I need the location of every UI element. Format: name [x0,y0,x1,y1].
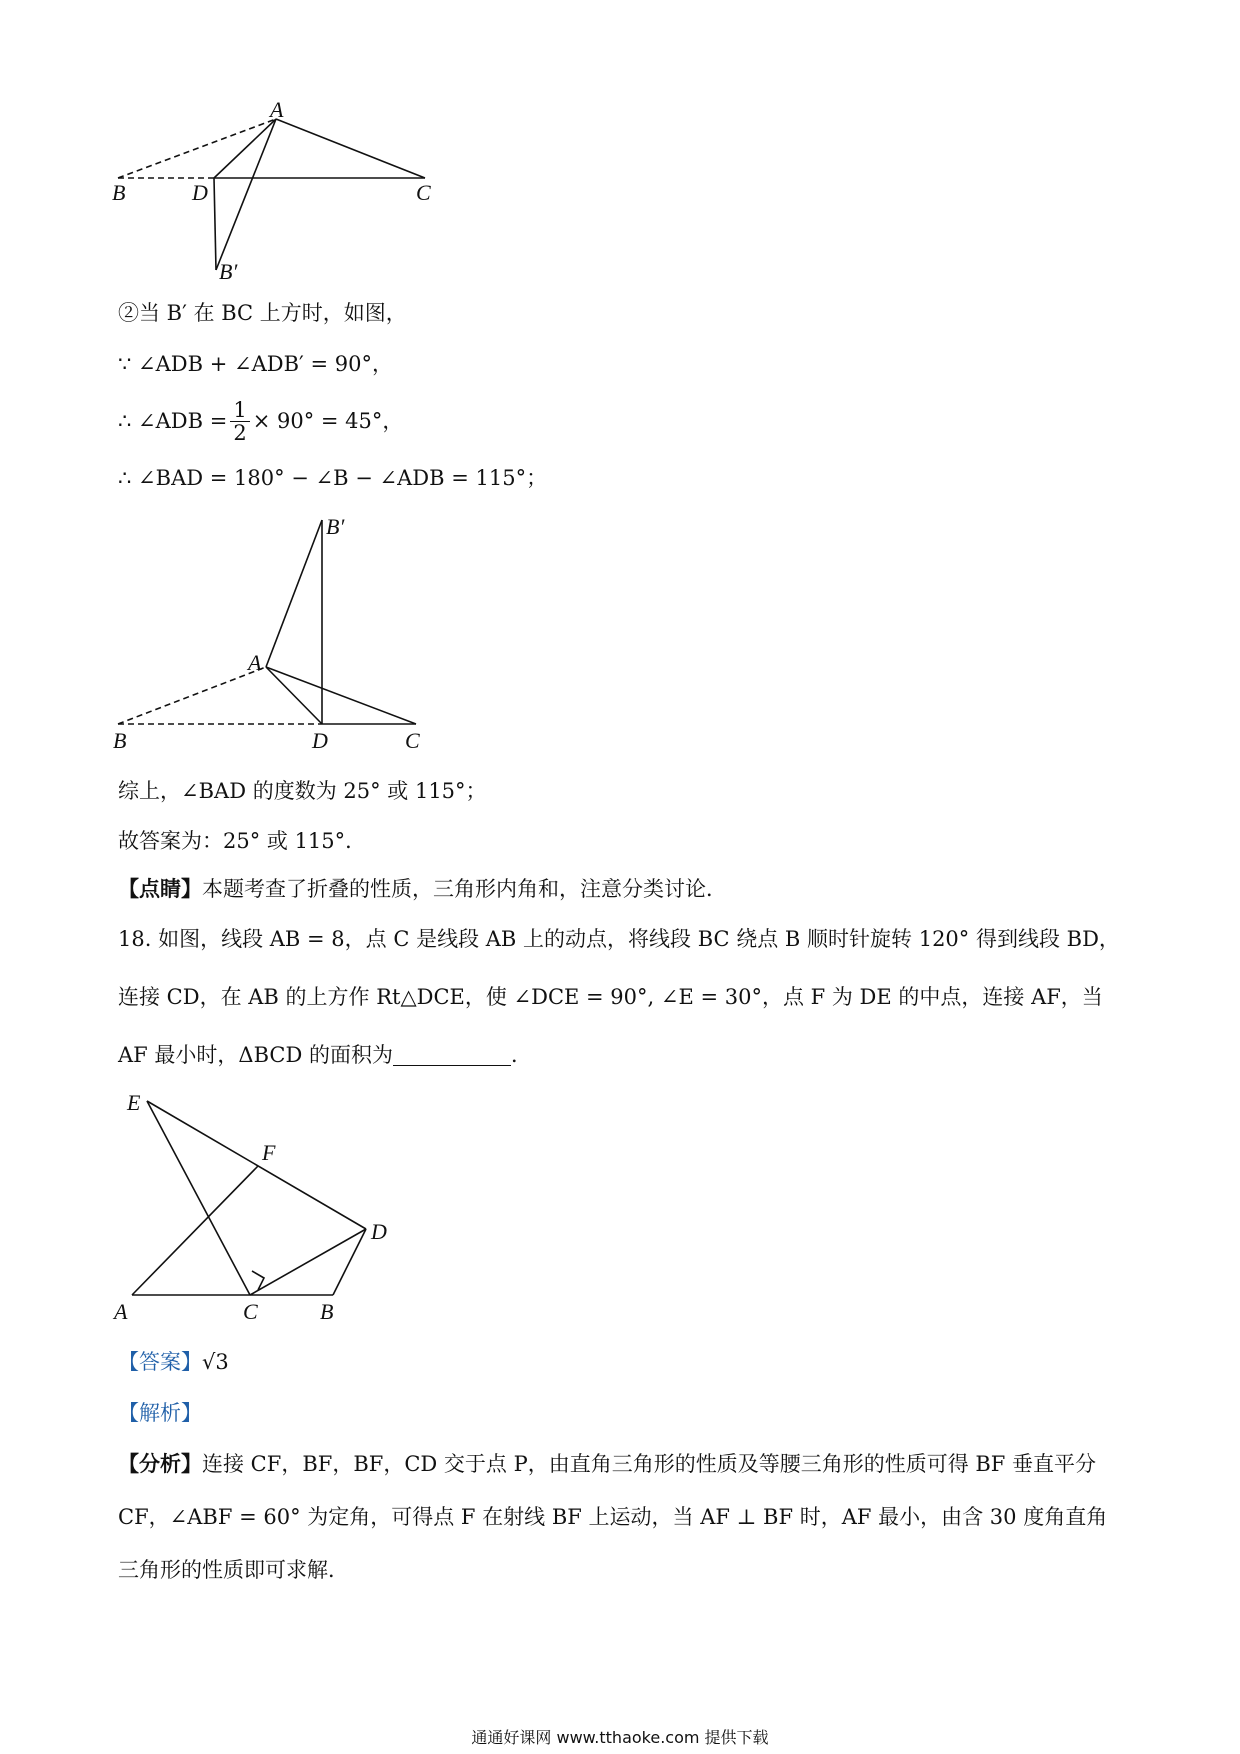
fig1-label-A: A [270,97,284,122]
fraction-numerator: 1 [230,399,249,422]
q18-line-2: 连接 CD，在 AB 的上方作 Rt△DCE，使 ∠DCE = 90°, ∠E = 30°，点 F 为 DE 的中点，连接 AF，当 [118,985,1103,1009]
answer-line [118,1347,229,1377]
fig3-label-A: A [114,1299,128,1324]
fig2-label-D: D [312,728,328,753]
answer-tag: 【答案】 [118,1350,202,1374]
summary-line-1: 综上，∠BAD 的度数为 25° 或 115°； [118,779,487,803]
fenxi-line-3: 三角形的性质即可求解． [118,1558,349,1582]
fig3-label-E: E [127,1090,141,1115]
fenxi-tag: 【分析】 [118,1451,202,1476]
case2-line-2-prefix: ∴ ∠ADB = [118,409,228,433]
case2-line-2-suffix: × 90° = 45°， [252,409,404,433]
fenxi-line-2: CF，∠ABF = 60° 为定角，可得点 F 在射线 BF 上运动，当 AF ⊥ BF 时，AF 最小，由含 30 度角直角 [118,1505,1108,1529]
fig3-label-D: D [371,1219,387,1244]
fig3-label-B: B [320,1299,334,1324]
fig1-label-B: B [112,180,126,205]
fig2-label-B: B [113,728,127,753]
dianjing-text: 本题考查了折叠的性质，三角形内角和，注意分类讨论． [202,877,727,901]
answer-value: √3 [202,1350,229,1374]
fenxi-line-1 [118,1449,1096,1479]
fig2-label-C: C [405,728,420,753]
fig2-label-B-prime: B′ [326,514,345,539]
fig3-seg-ED [147,1101,366,1229]
analysis-tag: 【解析】 [118,1401,202,1425]
fig2-label-A: A [248,650,262,675]
case2-line-3: ∴ ∠BAD = 180° − ∠B − ∠ADB = 115°； [118,466,548,490]
fenxi-text-1: 连接 CF，BF，BF，CD 交于点 P，由直角三角形的性质及等腰三角形的性质可得 BF 垂直平分 [202,1452,1097,1476]
analysis-line [118,1398,202,1428]
summary-line-2: 故答案为：25° 或 115°． [118,829,367,853]
case2-line-1: ∵ ∠ADB + ∠ADB′ = 90°， [118,352,393,376]
dianjing-tag: 【点睛】 [118,876,202,901]
fig3-label-C: C [243,1299,258,1324]
fig1-label-C: C [416,180,431,205]
case2-intro: ②当 B′ 在 BC 上方时，如图， [118,301,407,325]
fraction-denominator: 2 [233,420,247,445]
fig1-label-B-prime: B′ [219,259,238,284]
q18-line-3-prefix: AF 最小时，ΔBCD 的面积为 [118,1043,393,1067]
fig3-seg-CD [250,1229,366,1295]
q18-line-3-suffix: ． [510,1043,532,1067]
fig3-label-F: F [262,1140,276,1165]
page-footer: 通通好课网 www.tthaoke.com 提供下载 [471,1728,769,1747]
fig3-seg-EC [147,1101,250,1295]
fig1-label-D: D [192,180,208,205]
q18-line-1: 18. 如图，线段 AB = 8，点 C 是线段 AB 上的动点，将线段 BC 绕点 B 顺时针旋转 120° 得到线段 BD， [118,927,1120,951]
